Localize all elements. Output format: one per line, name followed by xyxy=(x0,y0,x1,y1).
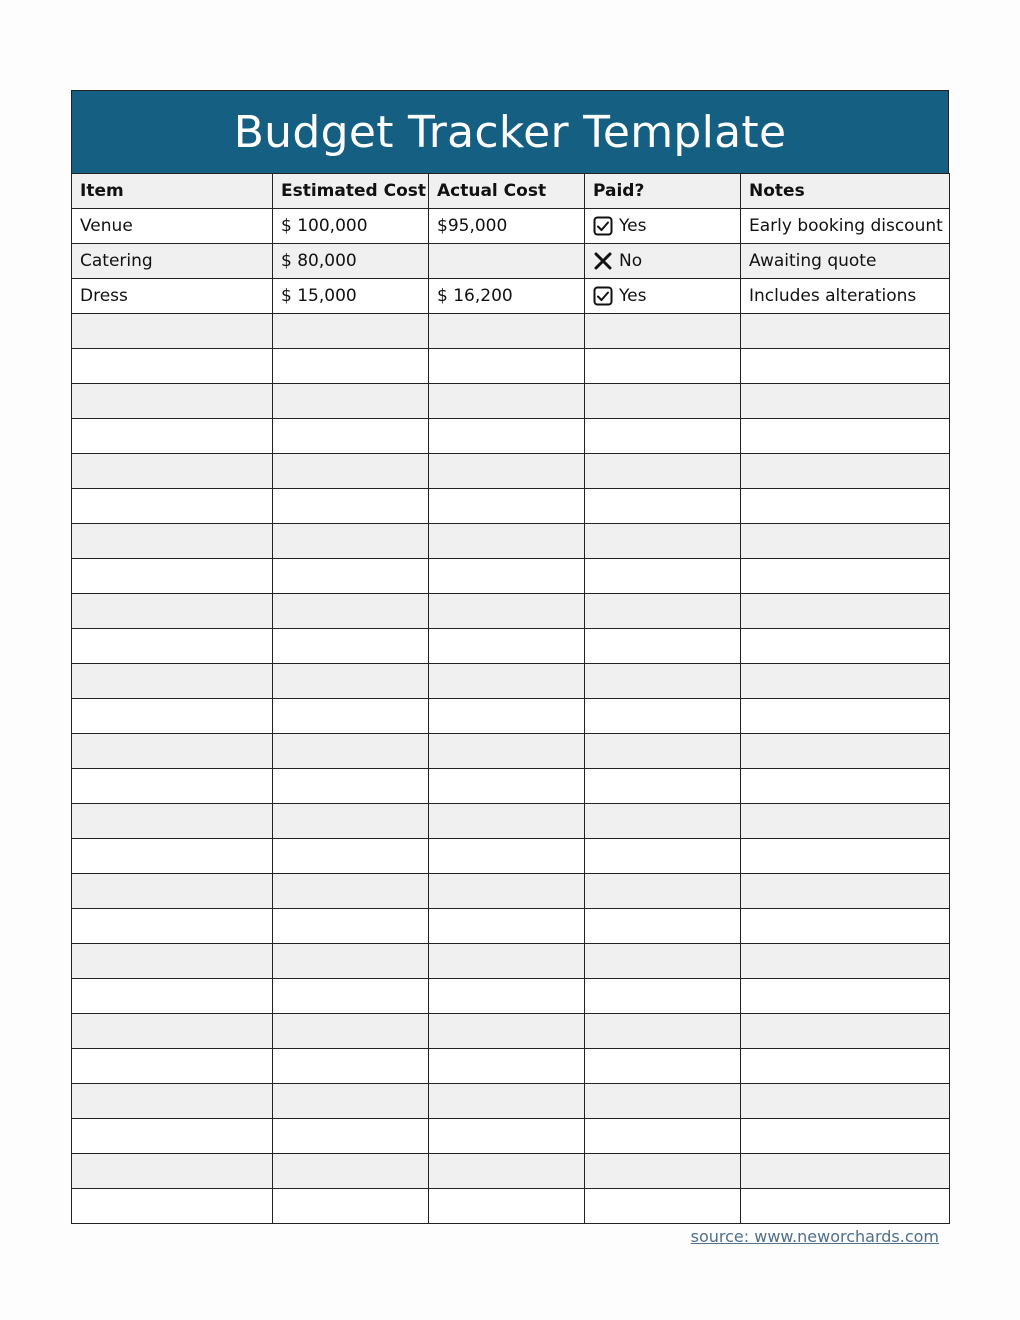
item-cell[interactable] xyxy=(72,594,273,629)
estimated-cost-cell[interactable] xyxy=(273,559,429,594)
notes-cell[interactable] xyxy=(741,454,950,489)
empty-row xyxy=(72,874,950,909)
actual-cost-cell[interactable] xyxy=(429,1119,585,1154)
paid-cell[interactable] xyxy=(585,874,741,909)
empty-row xyxy=(72,664,950,699)
estimated-cost-cell[interactable] xyxy=(273,524,429,559)
empty-row xyxy=(72,734,950,769)
item-cell[interactable] xyxy=(72,419,273,454)
notes-cell[interactable] xyxy=(741,1049,950,1084)
empty-row xyxy=(72,979,950,1014)
notes-cell[interactable] xyxy=(741,1084,950,1119)
notes-cell[interactable] xyxy=(741,594,950,629)
empty-row xyxy=(72,1189,950,1224)
estimated-cost-cell[interactable]: $ 80,000 xyxy=(273,244,429,279)
paid-cell[interactable] xyxy=(585,524,741,559)
estimated-cost-cell[interactable] xyxy=(273,909,429,944)
paid-cell[interactable] xyxy=(585,1189,741,1224)
budget-table xyxy=(71,173,950,1224)
actual-cost-cell[interactable] xyxy=(429,1084,585,1119)
actual-cost-cell[interactable] xyxy=(429,804,585,839)
item-cell[interactable] xyxy=(72,979,273,1014)
item-cell[interactable] xyxy=(72,489,273,524)
item-cell[interactable] xyxy=(72,909,273,944)
estimated-cost-cell[interactable] xyxy=(273,349,429,384)
item-cell[interactable]: Venue xyxy=(72,209,273,244)
actual-cost-cell[interactable] xyxy=(429,384,585,419)
item-cell[interactable] xyxy=(72,1189,273,1224)
paid-cell[interactable] xyxy=(585,909,741,944)
actual-cost-cell[interactable]: $95,000 xyxy=(429,209,585,244)
notes-cell[interactable] xyxy=(741,524,950,559)
item-cell[interactable] xyxy=(72,804,273,839)
estimated-cost-cell[interactable] xyxy=(273,594,429,629)
notes-cell[interactable] xyxy=(741,664,950,699)
actual-cost-cell[interactable] xyxy=(429,874,585,909)
checkbox-checked-icon[interactable] xyxy=(593,216,613,236)
table-row xyxy=(72,209,950,244)
item-cell[interactable] xyxy=(72,629,273,664)
item-cell[interactable] xyxy=(72,384,273,419)
item-cell[interactable] xyxy=(72,699,273,734)
paid-cell[interactable] xyxy=(585,489,741,524)
item-cell[interactable] xyxy=(72,524,273,559)
actual-cost-cell[interactable] xyxy=(429,1049,585,1084)
notes-cell[interactable] xyxy=(741,1189,950,1224)
estimated-cost-cell[interactable] xyxy=(273,699,429,734)
actual-cost-cell[interactable] xyxy=(429,244,585,279)
paid-cell[interactable] xyxy=(585,244,741,279)
budget-sheet xyxy=(71,90,949,1224)
empty-row xyxy=(72,384,950,419)
item-cell[interactable] xyxy=(72,944,273,979)
estimated-cost-cell[interactable] xyxy=(273,1014,429,1049)
estimated-cost-cell[interactable] xyxy=(273,1049,429,1084)
estimated-cost-cell[interactable] xyxy=(273,314,429,349)
estimated-cost-cell[interactable] xyxy=(273,454,429,489)
paid-cell[interactable] xyxy=(585,629,741,664)
paid-cell[interactable] xyxy=(585,979,741,1014)
paid-cell[interactable] xyxy=(585,769,741,804)
notes-cell[interactable] xyxy=(741,1014,950,1049)
actual-cost-cell[interactable] xyxy=(429,349,585,384)
notes-cell[interactable] xyxy=(741,629,950,664)
item-cell[interactable] xyxy=(72,1154,273,1189)
actual-cost-cell[interactable] xyxy=(429,524,585,559)
empty-row xyxy=(72,454,950,489)
actual-cost-cell[interactable] xyxy=(429,979,585,1014)
actual-cost-cell[interactable] xyxy=(429,664,585,699)
estimated-cost-cell[interactable] xyxy=(273,979,429,1014)
paid-cell[interactable] xyxy=(585,454,741,489)
estimated-cost-cell[interactable] xyxy=(273,489,429,524)
notes-cell[interactable] xyxy=(741,699,950,734)
paid-label: No xyxy=(619,251,643,271)
notes-cell[interactable] xyxy=(741,1119,950,1154)
empty-row xyxy=(72,944,950,979)
item-cell[interactable] xyxy=(72,1084,273,1119)
empty-row xyxy=(72,804,950,839)
estimated-cost-cell[interactable] xyxy=(273,874,429,909)
header-row xyxy=(72,174,950,209)
actual-cost-cell[interactable] xyxy=(429,314,585,349)
estimated-cost-cell[interactable] xyxy=(273,419,429,454)
actual-cost-cell[interactable] xyxy=(429,1154,585,1189)
paid-cell[interactable] xyxy=(585,384,741,419)
paid-cell[interactable] xyxy=(585,314,741,349)
item-cell[interactable] xyxy=(72,559,273,594)
notes-cell[interactable] xyxy=(741,734,950,769)
item-cell[interactable] xyxy=(72,874,273,909)
estimated-cost-cell[interactable] xyxy=(273,1119,429,1154)
notes-cell[interactable] xyxy=(741,489,950,524)
notes-cell[interactable] xyxy=(741,769,950,804)
notes-cell[interactable] xyxy=(741,839,950,874)
empty-row xyxy=(72,1014,950,1049)
actual-cost-cell[interactable] xyxy=(429,1189,585,1224)
paid-cell[interactable] xyxy=(585,1049,741,1084)
empty-row xyxy=(72,1119,950,1154)
paid-cell[interactable] xyxy=(585,1154,741,1189)
column-header-notes: Notes xyxy=(741,174,950,209)
estimated-cost-cell[interactable] xyxy=(273,839,429,874)
notes-cell[interactable] xyxy=(741,804,950,839)
paid-label: Yes xyxy=(619,216,647,236)
paid-label: Yes xyxy=(619,286,647,306)
estimated-cost-cell[interactable] xyxy=(273,1084,429,1119)
item-cell[interactable] xyxy=(72,664,273,699)
notes-cell[interactable] xyxy=(741,944,950,979)
notes-cell[interactable] xyxy=(741,419,950,454)
actual-cost-cell[interactable] xyxy=(429,699,585,734)
actual-cost-cell[interactable] xyxy=(429,944,585,979)
source-link[interactable]: source: www.neworchards.com xyxy=(690,1227,939,1246)
paid-cell[interactable] xyxy=(585,699,741,734)
paid-cell[interactable] xyxy=(585,594,741,629)
paid-cell[interactable] xyxy=(585,349,741,384)
actual-cost-cell[interactable] xyxy=(429,734,585,769)
notes-cell[interactable]: Awaiting quote xyxy=(741,244,950,279)
actual-cost-cell[interactable] xyxy=(429,1014,585,1049)
estimated-cost-cell[interactable] xyxy=(273,384,429,419)
paid-cell[interactable] xyxy=(585,1084,741,1119)
title-bar xyxy=(71,90,949,173)
empty-row xyxy=(72,629,950,664)
item-cell[interactable] xyxy=(72,769,273,804)
empty-row xyxy=(72,769,950,804)
notes-cell[interactable] xyxy=(741,874,950,909)
item-cell[interactable] xyxy=(72,1014,273,1049)
paid-cell[interactable] xyxy=(585,419,741,454)
item-cell[interactable] xyxy=(72,314,273,349)
notes-cell[interactable] xyxy=(741,559,950,594)
checkbox-checked-icon[interactable] xyxy=(593,286,613,306)
estimated-cost-cell[interactable]: $ 100,000 xyxy=(273,209,429,244)
paid-cell[interactable] xyxy=(585,559,741,594)
notes-cell[interactable] xyxy=(741,349,950,384)
column-header-actual-cost: Actual Cost xyxy=(429,174,585,209)
column-header-estimated-cost: Estimated Cost xyxy=(273,174,429,209)
notes-cell[interactable] xyxy=(741,909,950,944)
estimated-cost-cell[interactable] xyxy=(273,1154,429,1189)
actual-cost-cell[interactable] xyxy=(429,489,585,524)
empty-row xyxy=(72,419,950,454)
estimated-cost-cell[interactable] xyxy=(273,769,429,804)
empty-row xyxy=(72,1084,950,1119)
empty-row xyxy=(72,699,950,734)
item-cell[interactable]: Catering xyxy=(72,244,273,279)
column-header-paid: Paid? xyxy=(585,174,741,209)
estimated-cost-cell[interactable] xyxy=(273,944,429,979)
empty-row xyxy=(72,314,950,349)
notes-cell[interactable]: Includes alterations xyxy=(741,279,950,314)
notes-cell[interactable] xyxy=(741,1154,950,1189)
paid-cell[interactable] xyxy=(585,279,741,314)
empty-row xyxy=(72,1049,950,1084)
actual-cost-cell[interactable] xyxy=(429,559,585,594)
empty-row xyxy=(72,349,950,384)
item-cell[interactable]: Dress xyxy=(72,279,273,314)
paid-cell[interactable] xyxy=(585,804,741,839)
actual-cost-cell[interactable] xyxy=(429,454,585,489)
empty-row xyxy=(72,839,950,874)
estimated-cost-cell[interactable]: $ 15,000 xyxy=(273,279,429,314)
empty-row xyxy=(72,524,950,559)
actual-cost-cell[interactable] xyxy=(429,419,585,454)
table-row xyxy=(72,244,950,279)
item-cell[interactable] xyxy=(72,349,273,384)
item-cell[interactable] xyxy=(72,454,273,489)
empty-row xyxy=(72,594,950,629)
actual-cost-cell[interactable] xyxy=(429,769,585,804)
paid-cell[interactable] xyxy=(585,209,741,244)
paid-cell[interactable] xyxy=(585,734,741,769)
item-cell[interactable] xyxy=(72,1119,273,1154)
empty-row xyxy=(72,1154,950,1189)
item-cell[interactable] xyxy=(72,839,273,874)
item-cell[interactable] xyxy=(72,1049,273,1084)
actual-cost-cell[interactable] xyxy=(429,909,585,944)
empty-row xyxy=(72,909,950,944)
empty-row xyxy=(72,559,950,594)
paid-cell[interactable] xyxy=(585,944,741,979)
empty-row xyxy=(72,489,950,524)
paid-cell[interactable] xyxy=(585,1014,741,1049)
column-header-item: Item xyxy=(72,174,273,209)
notes-cell[interactable] xyxy=(741,384,950,419)
actual-cost-cell[interactable] xyxy=(429,839,585,874)
estimated-cost-cell[interactable] xyxy=(273,629,429,664)
estimated-cost-cell[interactable] xyxy=(273,804,429,839)
actual-cost-cell[interactable] xyxy=(429,629,585,664)
notes-cell[interactable]: Early booking discount xyxy=(741,209,950,244)
notes-cell[interactable] xyxy=(741,314,950,349)
actual-cost-cell[interactable]: $ 16,200 xyxy=(429,279,585,314)
table-row xyxy=(72,279,950,314)
paid-cell[interactable] xyxy=(585,1119,741,1154)
estimated-cost-cell[interactable] xyxy=(273,664,429,699)
notes-cell[interactable] xyxy=(741,979,950,1014)
page-title: Budget Tracker Template xyxy=(233,106,787,158)
item-cell[interactable] xyxy=(72,734,273,769)
paid-cell[interactable] xyxy=(585,664,741,699)
paid-cell[interactable] xyxy=(585,839,741,874)
cross-icon[interactable] xyxy=(593,251,613,271)
estimated-cost-cell[interactable] xyxy=(273,734,429,769)
actual-cost-cell[interactable] xyxy=(429,594,585,629)
estimated-cost-cell[interactable] xyxy=(273,1189,429,1224)
